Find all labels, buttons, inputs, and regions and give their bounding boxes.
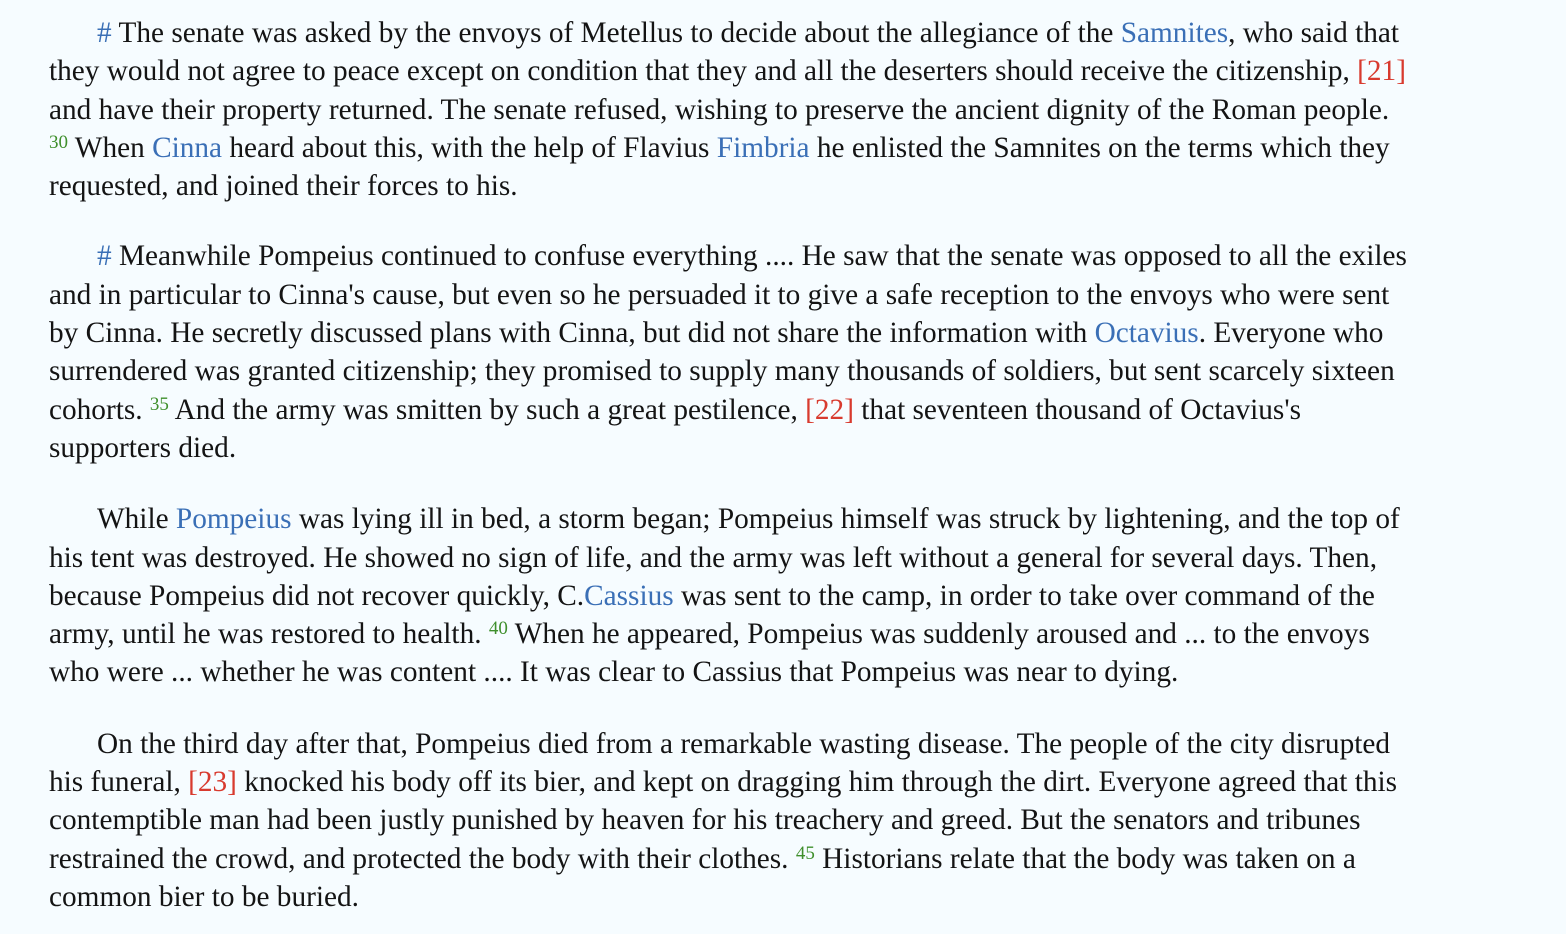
paragraph-text: Meanwhile Pompeius continued to confuse everything .... He saw that the senate was opposed to all the exiles: [111, 240, 1407, 273]
paragraph: [49, 725, 1549, 916]
section-number: 35: [149, 393, 169, 415]
paragraph-text: contemptible man had been justly punished by heaven for his treachery and greed. But the senators and tribunes: [49, 804, 1361, 837]
paragraph-text: When he appeared, Pompeius was suddenly aroused and ... to the envoys: [507, 618, 1370, 651]
paragraph-text: army, until he was restored to health.: [49, 618, 489, 651]
section-number: 30: [49, 131, 68, 153]
person-link[interactable]: Cinna: [152, 131, 223, 164]
paragraph-text: was lying ill in bed, a storm began; Pompeius himself was struck by lightening, and the top of: [291, 503, 1400, 536]
paragraph-text: by Cinna. He secretly discussed plans with Cinna, but did not share the information with: [49, 317, 1095, 350]
paragraph-text: Historians relate that the body was taken on a: [814, 842, 1356, 875]
paragraph-text: his tent was destroyed. He showed no sign of life, and the army was left without a general for several days. Then,: [49, 541, 1378, 574]
person-link[interactable]: Samnites: [1120, 17, 1229, 49]
paragraph-text: and have their property returned. The senate refused, wishing to preserve the ancient dignity of the Roman people.: [49, 93, 1390, 126]
paragraph-text: that seventeen thousand of Octavius's: [853, 393, 1302, 426]
section-number: 40: [488, 618, 508, 640]
paragraph-text: supporters died.: [49, 431, 237, 464]
paragraph-anchor-link[interactable]: #: [97, 17, 112, 49]
paragraph-text: And the army was smitten by such a great pestilence,: [168, 393, 806, 426]
paragraph-text: restrained the crowd, and protected the body with their clothes.: [49, 842, 796, 875]
person-link[interactable]: Cassius: [584, 579, 674, 612]
paragraph-text: because Pompeius did not recover quickly, C.: [49, 579, 585, 612]
section-number: 45: [795, 842, 815, 864]
paragraph-text: The senate was asked by the envoys of Metellus to decide about the allegiance of the: [111, 17, 1121, 49]
paragraph-text: they would not agree to peace except on condition that they and all the deserters should receive the citizenship,: [49, 55, 1358, 88]
paragraph-text: On the third day after that, Pompeius died from a remarkable wasting disease. The people of the city disrupted: [97, 727, 1391, 760]
paragraph-text: common bier to be buried.: [49, 880, 359, 913]
paragraph-text: and in particular to Cinna's cause, but even so he persuaded it to give a safe reception to the envoys who were sent: [49, 278, 1390, 311]
footnote-link[interactable]: [21]: [1357, 55, 1406, 88]
paragraph-text: was sent to the camp, in order to take over command of the: [673, 579, 1375, 612]
person-link[interactable]: Octavius: [1094, 317, 1199, 350]
person-link[interactable]: Fimbria: [716, 131, 810, 164]
paragraph-text: requested, and joined their forces to his.: [49, 170, 518, 203]
paragraph-text: , who said that: [1228, 17, 1400, 49]
paragraph: [49, 237, 1549, 467]
paragraph-text: When: [68, 131, 153, 164]
paragraph-text: knocked his body off its bier, and kept on dragging him through the dirt. Everyone agreed that this: [236, 766, 1398, 799]
person-link[interactable]: Pompeius: [175, 503, 292, 536]
paragraph-text: he enlisted the Samnites on the terms which they: [809, 131, 1390, 164]
paragraph-text: surrendered was granted citizenship; they promised to supply many thousands of soldiers, but sent scarcely sixteen: [49, 355, 1395, 388]
footnote-link[interactable]: [22]: [805, 393, 854, 426]
paragraph: [49, 500, 1549, 691]
document-body: [49, 14, 1549, 916]
paragraph-text: While: [97, 503, 176, 536]
paragraph-text: who were ... whether he was content .... It was clear to Cassius that Pompeius was near to dying.: [49, 656, 1179, 689]
paragraph: [49, 14, 1549, 205]
paragraph-text: . Everyone who: [1198, 317, 1384, 350]
paragraph-text: his funeral,: [49, 766, 189, 799]
paragraph-text: cohorts.: [49, 393, 150, 426]
paragraph-text: heard about this, with the help of Flavius: [222, 131, 717, 164]
paragraph-anchor-link[interactable]: #: [97, 240, 112, 273]
footnote-link[interactable]: [23]: [188, 766, 237, 799]
